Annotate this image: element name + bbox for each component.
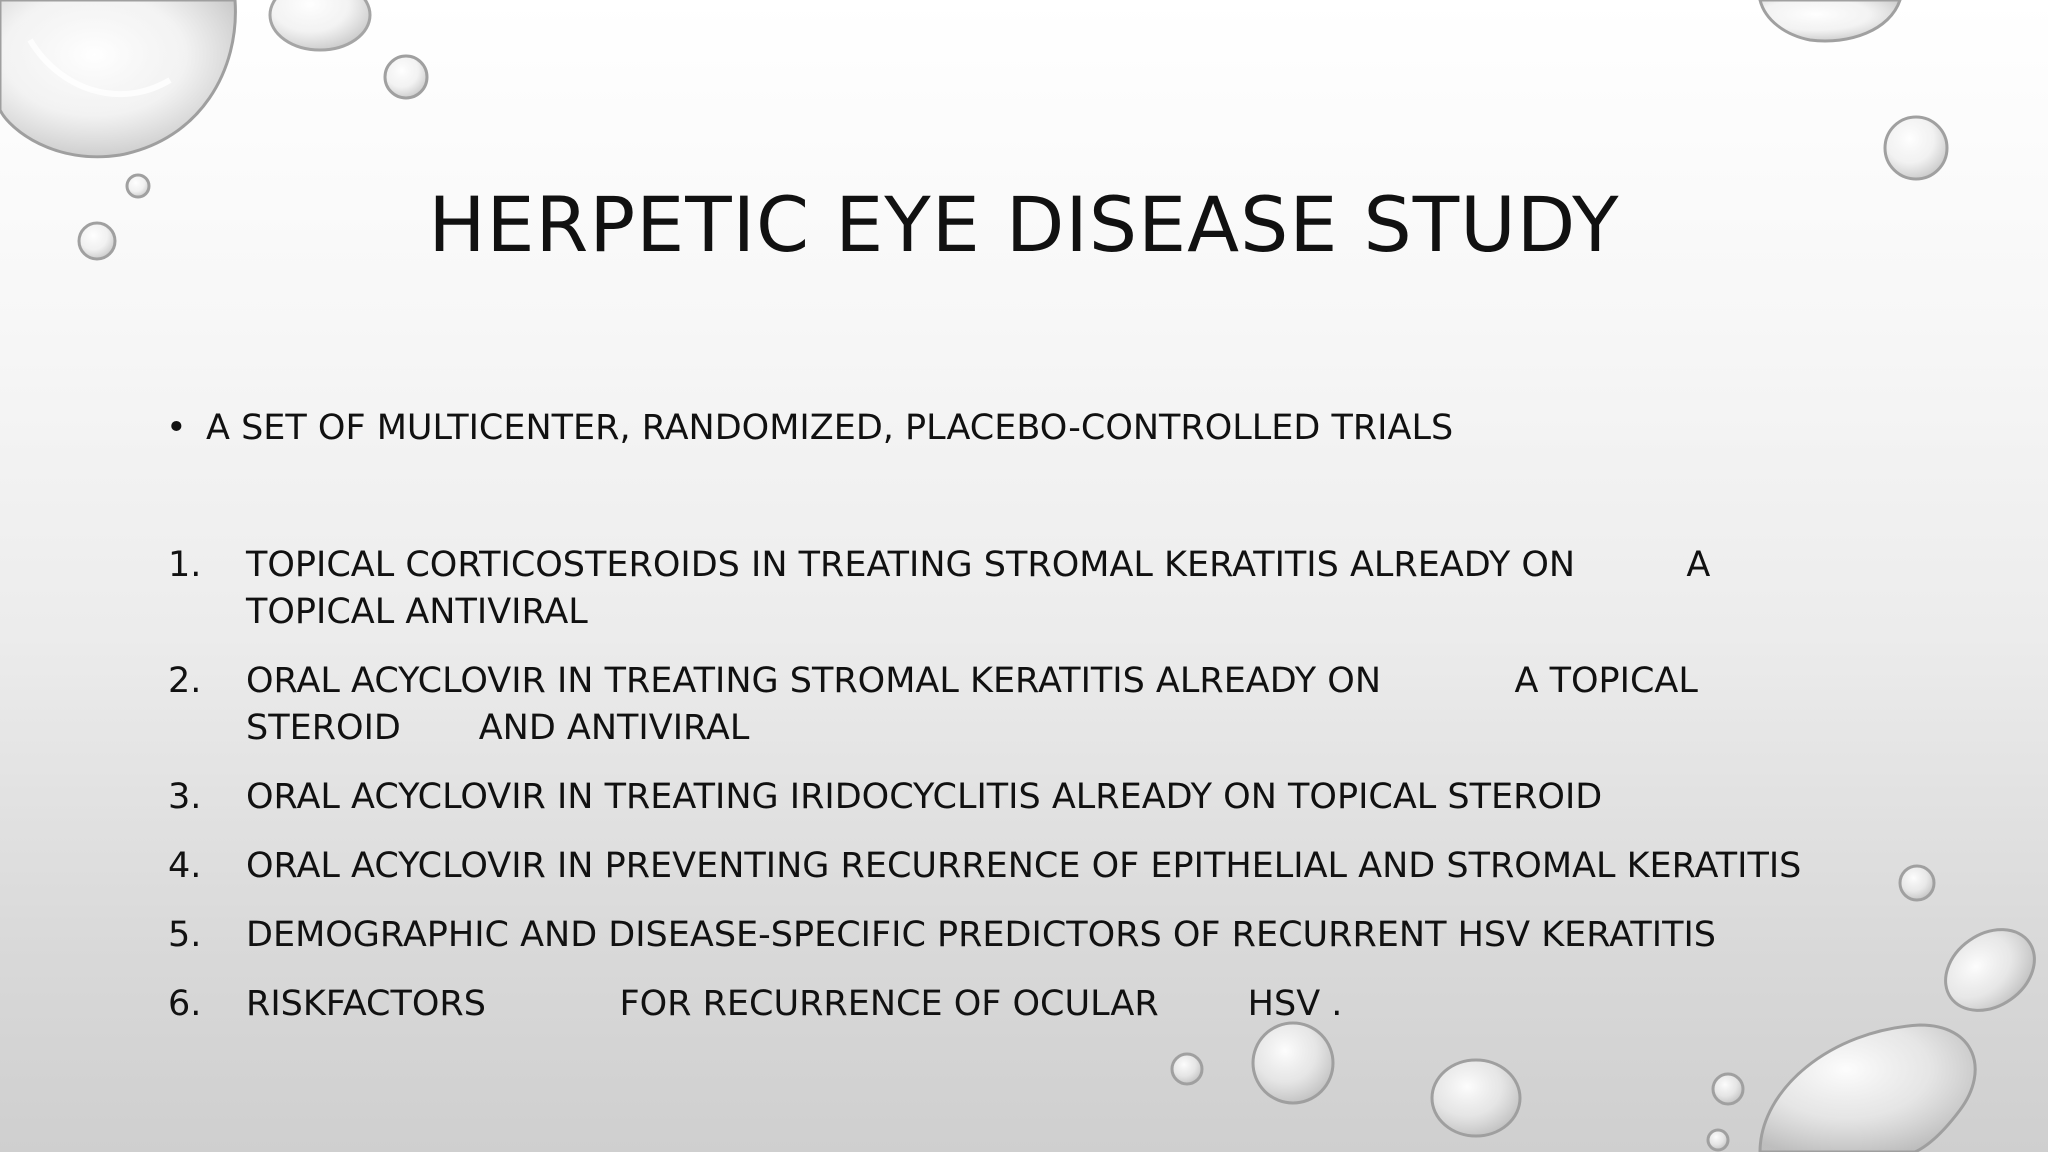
list-item [168, 658, 1828, 752]
bullet-dot: • [166, 408, 187, 448]
list-item [168, 981, 1828, 1028]
list-item-text-line1: TOPICAL CORTICOSTEROIDS IN TREATING STROMAL KERATITIS ALREADY ON A [246, 545, 1711, 585]
drop-bottom-5 [1708, 1130, 1728, 1150]
drop-top-right [1760, 0, 1900, 41]
drop-top-left-large [0, 0, 235, 157]
bullet-text: A SET OF MULTICENTER, RANDOMIZED, PLACEBO-CONTROLLED TRIALS [206, 408, 1454, 448]
list-item-text: DEMOGRAPHIC AND DISEASE-SPECIFIC PREDICTORS OF RECURRENT HSV KERATITIS [246, 915, 1716, 955]
drop-right-1 [1885, 117, 1947, 179]
drop-top-left-medium [270, 0, 370, 50]
list-item-text-line1: ORAL ACYCLOVIR IN TREATING STROMAL KERATITIS ALREADY ON A TOPICAL [246, 661, 1698, 701]
list-item [168, 912, 1828, 959]
list-item-text: ORAL ACYCLOVIR IN PREVENTING RECURRENCE OF EPITHELIAL AND STROMAL KERATITIS [246, 846, 1802, 886]
list-item-number: 5. [168, 915, 202, 955]
list-item-text-line2: STEROID AND ANTIVIRAL [246, 708, 750, 748]
drop-bottom-3 [1432, 1060, 1520, 1136]
list-item-text: RISKFACTORS FOR RECURRENCE OF OCULAR HSV . [246, 984, 1343, 1024]
list-item [168, 843, 1828, 890]
list-item [168, 542, 1828, 636]
drop-right-3 [1930, 913, 2048, 1027]
list-item-text-line2: TOPICAL ANTIVIRAL [246, 592, 588, 632]
bullet-item [166, 408, 1453, 448]
list-item-number: 2. [168, 661, 202, 701]
list-item-number: 6. [168, 984, 202, 1024]
drop-small-1 [385, 56, 427, 98]
drop-bottom-4 [1713, 1074, 1743, 1104]
drop-right-2 [1900, 866, 1934, 900]
list-item [168, 774, 1828, 821]
list-item-number: 3. [168, 777, 202, 817]
list-item-number: 4. [168, 846, 202, 886]
list-item-text: ORAL ACYCLOVIR IN TREATING IRIDOCYCLITIS ALREADY ON TOPICAL STEROID [246, 777, 1603, 817]
list-item-number: 1. [168, 545, 202, 585]
drop-bottom-2 [1172, 1054, 1202, 1084]
numbered-list [168, 542, 1828, 1050]
slide-title: HERPETIC EYE DISEASE STUDY [428, 180, 1620, 269]
